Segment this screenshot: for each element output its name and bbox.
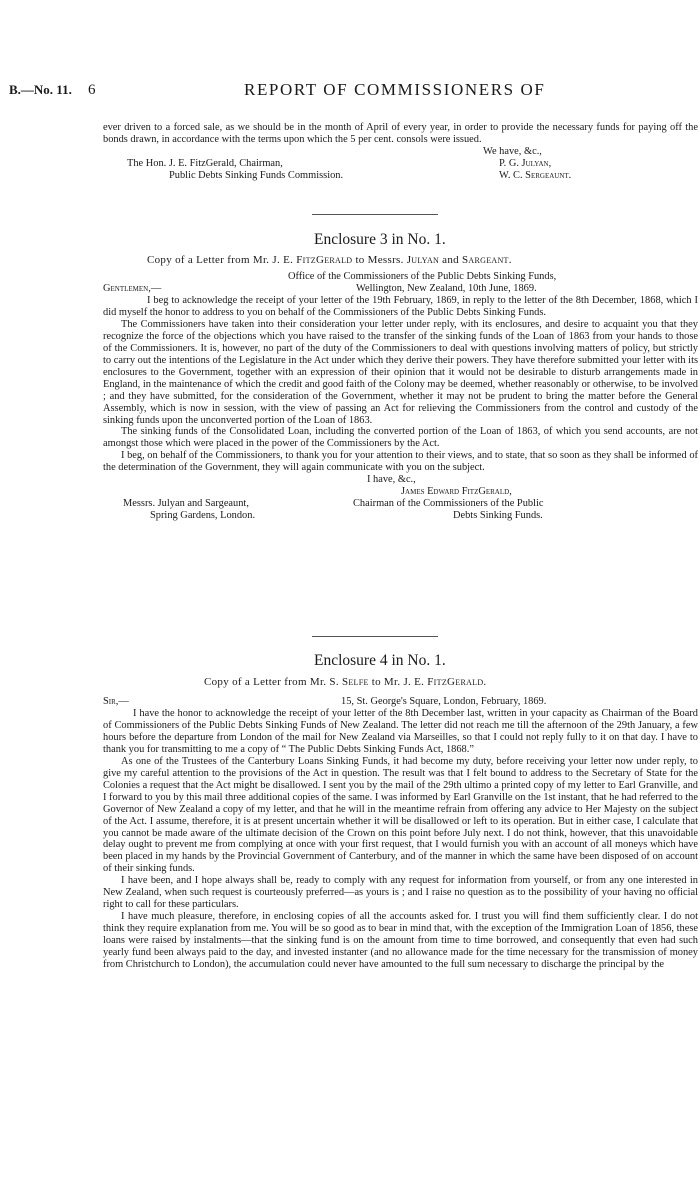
salutation: Gentlemen,— xyxy=(103,283,162,294)
intro-addressee-line-1: The Hon. J. E. FitzGerald, Chairman, xyxy=(127,157,283,169)
page-number: 6 xyxy=(88,82,96,98)
signature-row xyxy=(103,486,698,498)
page-header xyxy=(0,82,700,102)
running-title: REPORT OF COMMISSIONERS OF xyxy=(244,80,546,99)
office-row xyxy=(103,271,698,283)
section-divider xyxy=(312,214,438,215)
enclosure-4-title: Enclosure 4 in No. 1. xyxy=(314,652,446,669)
intro-signature-2: W. C. Sergeaunt. xyxy=(499,169,572,181)
place-date: Wellington, New Zealand, 10th June, 1869. xyxy=(356,283,537,294)
section-divider xyxy=(312,636,438,637)
document-reference: B.—No. 11. xyxy=(9,82,72,97)
enclosure-3-title: Enclosure 3 in No. 1. xyxy=(314,231,446,248)
place-date: 15, St. George's Square, London, February, 1869. xyxy=(341,696,547,707)
letter-paragraph: As one of the Trustees of the Canterbury Loans Sinking Funds, it had become my duty, before receiving your letter now under reply, to give my careful attention to the provisions of the Act in question. The result was that I felt bound to address to the Secretary of State for the Colonies a request that the Act might be disallowed. I sent you by the mail of the 29th ultimo a printed copy of my letter to Earl Granville, and I forward to you by this mail three additional copies of the same. I was informed by Earl Granville on the 1st instant, that he had referred to the Governor of New Zealand a copy of my letter, and that he will in the meantime refrain from offering any advice to Her Majesty on the subject of the Act. I assume, therefore, it is at present uncertain whether it will be disallowed or left to its operation. But in either case, I calculate that you cannot be made aware of the ultimate decision of the Crown on this point before July next. I do not think, however, that this unavoidable delay ought to prevent me from complying at once with your first request, that I would furnish you with an account of all moneys which have been placed in my hands by the Provincial Government of Canterbury, and of the manner in which the same have been disposed of on account of their sinking funds. xyxy=(103,755,698,875)
signature-title-row-2 xyxy=(103,510,698,522)
subtitle-text: Copy of a Letter from Mr. J. E. xyxy=(147,254,297,266)
letter-paragraph: I have been, and I hope always shall be, ready to comply with any request for information from yourself, or from any one interested in New Zealand, when such request is courteously preferred—as yours is ; and I raise no question as to the possibility of your having no official right to call for these particulars. xyxy=(103,875,698,911)
salutation: Sir,— xyxy=(103,696,129,707)
letter-paragraph: The sinking funds of the Consolidated Loan, including the converted portion of the Loan of 1863, of which you send accounts, are not amongst those which were placed in the power of the Commissioners by the Act. xyxy=(103,426,698,450)
closing-row xyxy=(103,474,698,486)
intro-signature-row-1 xyxy=(103,158,698,170)
addressee-line-2: Spring Gardens, London. xyxy=(150,510,256,522)
subtitle-text: to Mr. J. E. xyxy=(368,676,428,688)
intro-signature-row-2 xyxy=(103,170,698,182)
enclosure-4-letter xyxy=(103,696,698,971)
subtitle-recipient: FitzGerald. xyxy=(427,676,487,688)
subtitle-text: Copy of a Letter from Mr. S. xyxy=(204,676,342,688)
subtitle-text: to Messrs. xyxy=(352,254,407,266)
enclosure-3-subtitle xyxy=(147,254,512,266)
enclosure-3-letter xyxy=(103,271,698,522)
letter-paragraph: The Commissioners have taken into their consideration your letter under reply, with its enclosures, and desire to acquaint you that they recognize the force of the objections which you have raised to the transfer of the sinking funds of the Loan of 1863 from your hands to those of the Commissioners. It is, however, no part of the duty of the Commissioners to deal with questions involving matters of policy, but strictly to carry out the intentions of the Legislature in the Act under which they derive their powers. They have therefore submitted your letter with its enclosures to the Government, together with an expression of their opinion that it would not be desirable to disturb arrangements made in England, in the maintenance of which the credit and good faith of the Colony may be deemed, whether reasonably or otherwise, to be involved ; and they have submitted, for the consideration of the Government, whether it may not be prudent to bring the matter before the General Assembly, which is now in session, with the view of passing an Act for relieving the Commissioners from the control and custody of the sinking funds upon the unconverted portion of the Loan of 1863. xyxy=(103,318,698,426)
enclosure-4-subtitle xyxy=(204,676,486,688)
signature-title-1: Chairman of the Commissioners of the Public xyxy=(353,498,544,510)
intro-addressee-line-2: Public Debts Sinking Funds Commission. xyxy=(169,169,344,181)
intro-closing-row xyxy=(103,146,698,158)
office-line: Office of the Commissioners of the Public Debts Sinking Funds, xyxy=(288,271,557,282)
intro-paragraph: ever driven to a forced sale, as we should be in the month of April of every year, in order to provide the necessary funds for paying off the bonds drawn, in accordance with the terms upon which the 5 per cent. consols were issued. xyxy=(103,122,698,145)
intro-closing: We have, &c., xyxy=(483,145,542,157)
signature-title-row-1 xyxy=(103,498,698,510)
salutation-row xyxy=(103,283,698,295)
subtitle-text: and xyxy=(439,254,462,266)
intro-section xyxy=(103,122,698,182)
subtitle-sender: FitzGerald xyxy=(296,254,353,266)
letter-paragraph: I have much pleasure, therefore, in enclosing copies of all the accounts asked for. I trust you will find them sufficiently clear. I do not think they require explanation from me. You will be so good as to bear in mind that, with the exception of the Immigration Loan of 1856, these loans were raised by instalments—that the sinking fund is on the amount from time to time borrowed, and consequently that even had such yearly fund been always paid to the day, and invested instanter (and no allowance made for the time necessary for the transmission of money from Christchurch to London), the accumulation could never have amounted to the full sum necessary to discharge the principal by the xyxy=(103,911,698,971)
subtitle-recipient: Sargeant. xyxy=(462,254,512,266)
subtitle-sender: Selfe xyxy=(341,676,369,688)
addressee-line-1: Messrs. Julyan and Sargeaunt, xyxy=(123,498,249,510)
signature-title-2: Debts Sinking Funds. xyxy=(453,510,543,522)
letter-paragraph: I have the honor to acknowledge the receipt of your letter of the 8th December last, written in your capacity as Chairman of the Board of Commissioners of the Public Debts Sinking Funds of New Zealand. The letter did not reach me till the afternoon of the 29th January, a few hours before the departure from London of the mail for New Zealand via Marseilles, so that I could not reply fully to it on that day. I have to thank you for transmitting to me a copy of “ The Public Debts Sinking Funds Act, 1868.” xyxy=(103,708,698,755)
subtitle-recipient: Julyan xyxy=(406,254,440,266)
closing: I have, &c., xyxy=(367,474,416,486)
letter-paragraph: I beg, on behalf of the Commissioners, to thank you for your attention to their views, and to state, that so soon as they shall be informed of the determination of the Government, they will again communicate with you on the subject. xyxy=(103,450,698,474)
letter-paragraph: I beg to acknowledge the receipt of your letter of the 19th February, 1869, in reply to the letter of the 8th December, 1868, which I did myself the honor to address to you on behalf of the Commissioners of the Public Debts Sinking Funds. xyxy=(103,295,698,318)
intro-signature-1: P. G. Julyan, xyxy=(499,157,552,169)
salutation-row xyxy=(103,696,698,708)
signature: James Edward FitzGerald, xyxy=(401,486,512,498)
